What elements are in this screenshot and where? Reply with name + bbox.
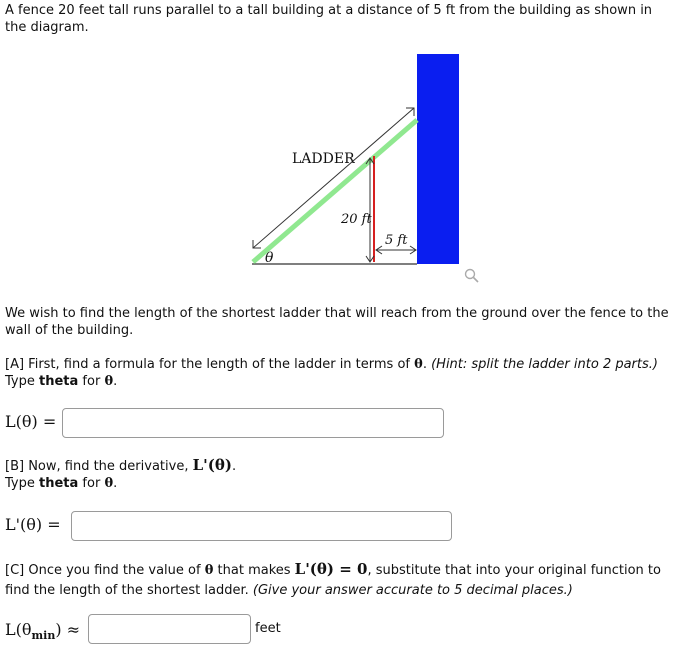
formula-input[interactable]	[62, 408, 444, 438]
question-text: We wish to find the length of the shortest ladder that will reach from the ground over the fence to the wall of the building.	[5, 306, 669, 338]
building	[417, 54, 459, 264]
unit-label: feet	[255, 621, 281, 636]
min-length-label: $L(\theta_{min})$ ≈	[5, 620, 81, 643]
formula-label: L(θ) =	[5, 412, 57, 431]
min-length-input[interactable]	[88, 614, 251, 644]
ladder-label: LADDER	[292, 151, 355, 167]
zoom-icon[interactable]	[466, 270, 479, 283]
ladder-diagram	[0, 0, 692, 300]
intro-text: A fence 20 feet tall runs parallel to a tall building at a distance of 5 ft from the building as shown in the diagram.	[5, 3, 653, 35]
derivative-label: L'(θ) =	[5, 515, 61, 534]
part-a-text: [A] First, find a formula for the length of the ladder in terms of θ. (Hint: split the ladder into 2 parts.) Type theta for θ.	[5, 357, 658, 389]
gap-label: 5 ft	[385, 233, 408, 248]
angle-label: θ	[265, 250, 274, 266]
part-c-text: [C] Once you find the value of θ that makes L'(θ) = 0, substitute that into your original function to find the length of the shortest ladder. (Give your answer accurate to 5 decimal places.)	[5, 560, 661, 598]
fence-height-label: 20 ft	[341, 212, 372, 227]
part-b-text: [B] Now, find the derivative, L'(θ). Type theta for θ.	[5, 456, 237, 491]
derivative-input[interactable]	[71, 511, 452, 541]
